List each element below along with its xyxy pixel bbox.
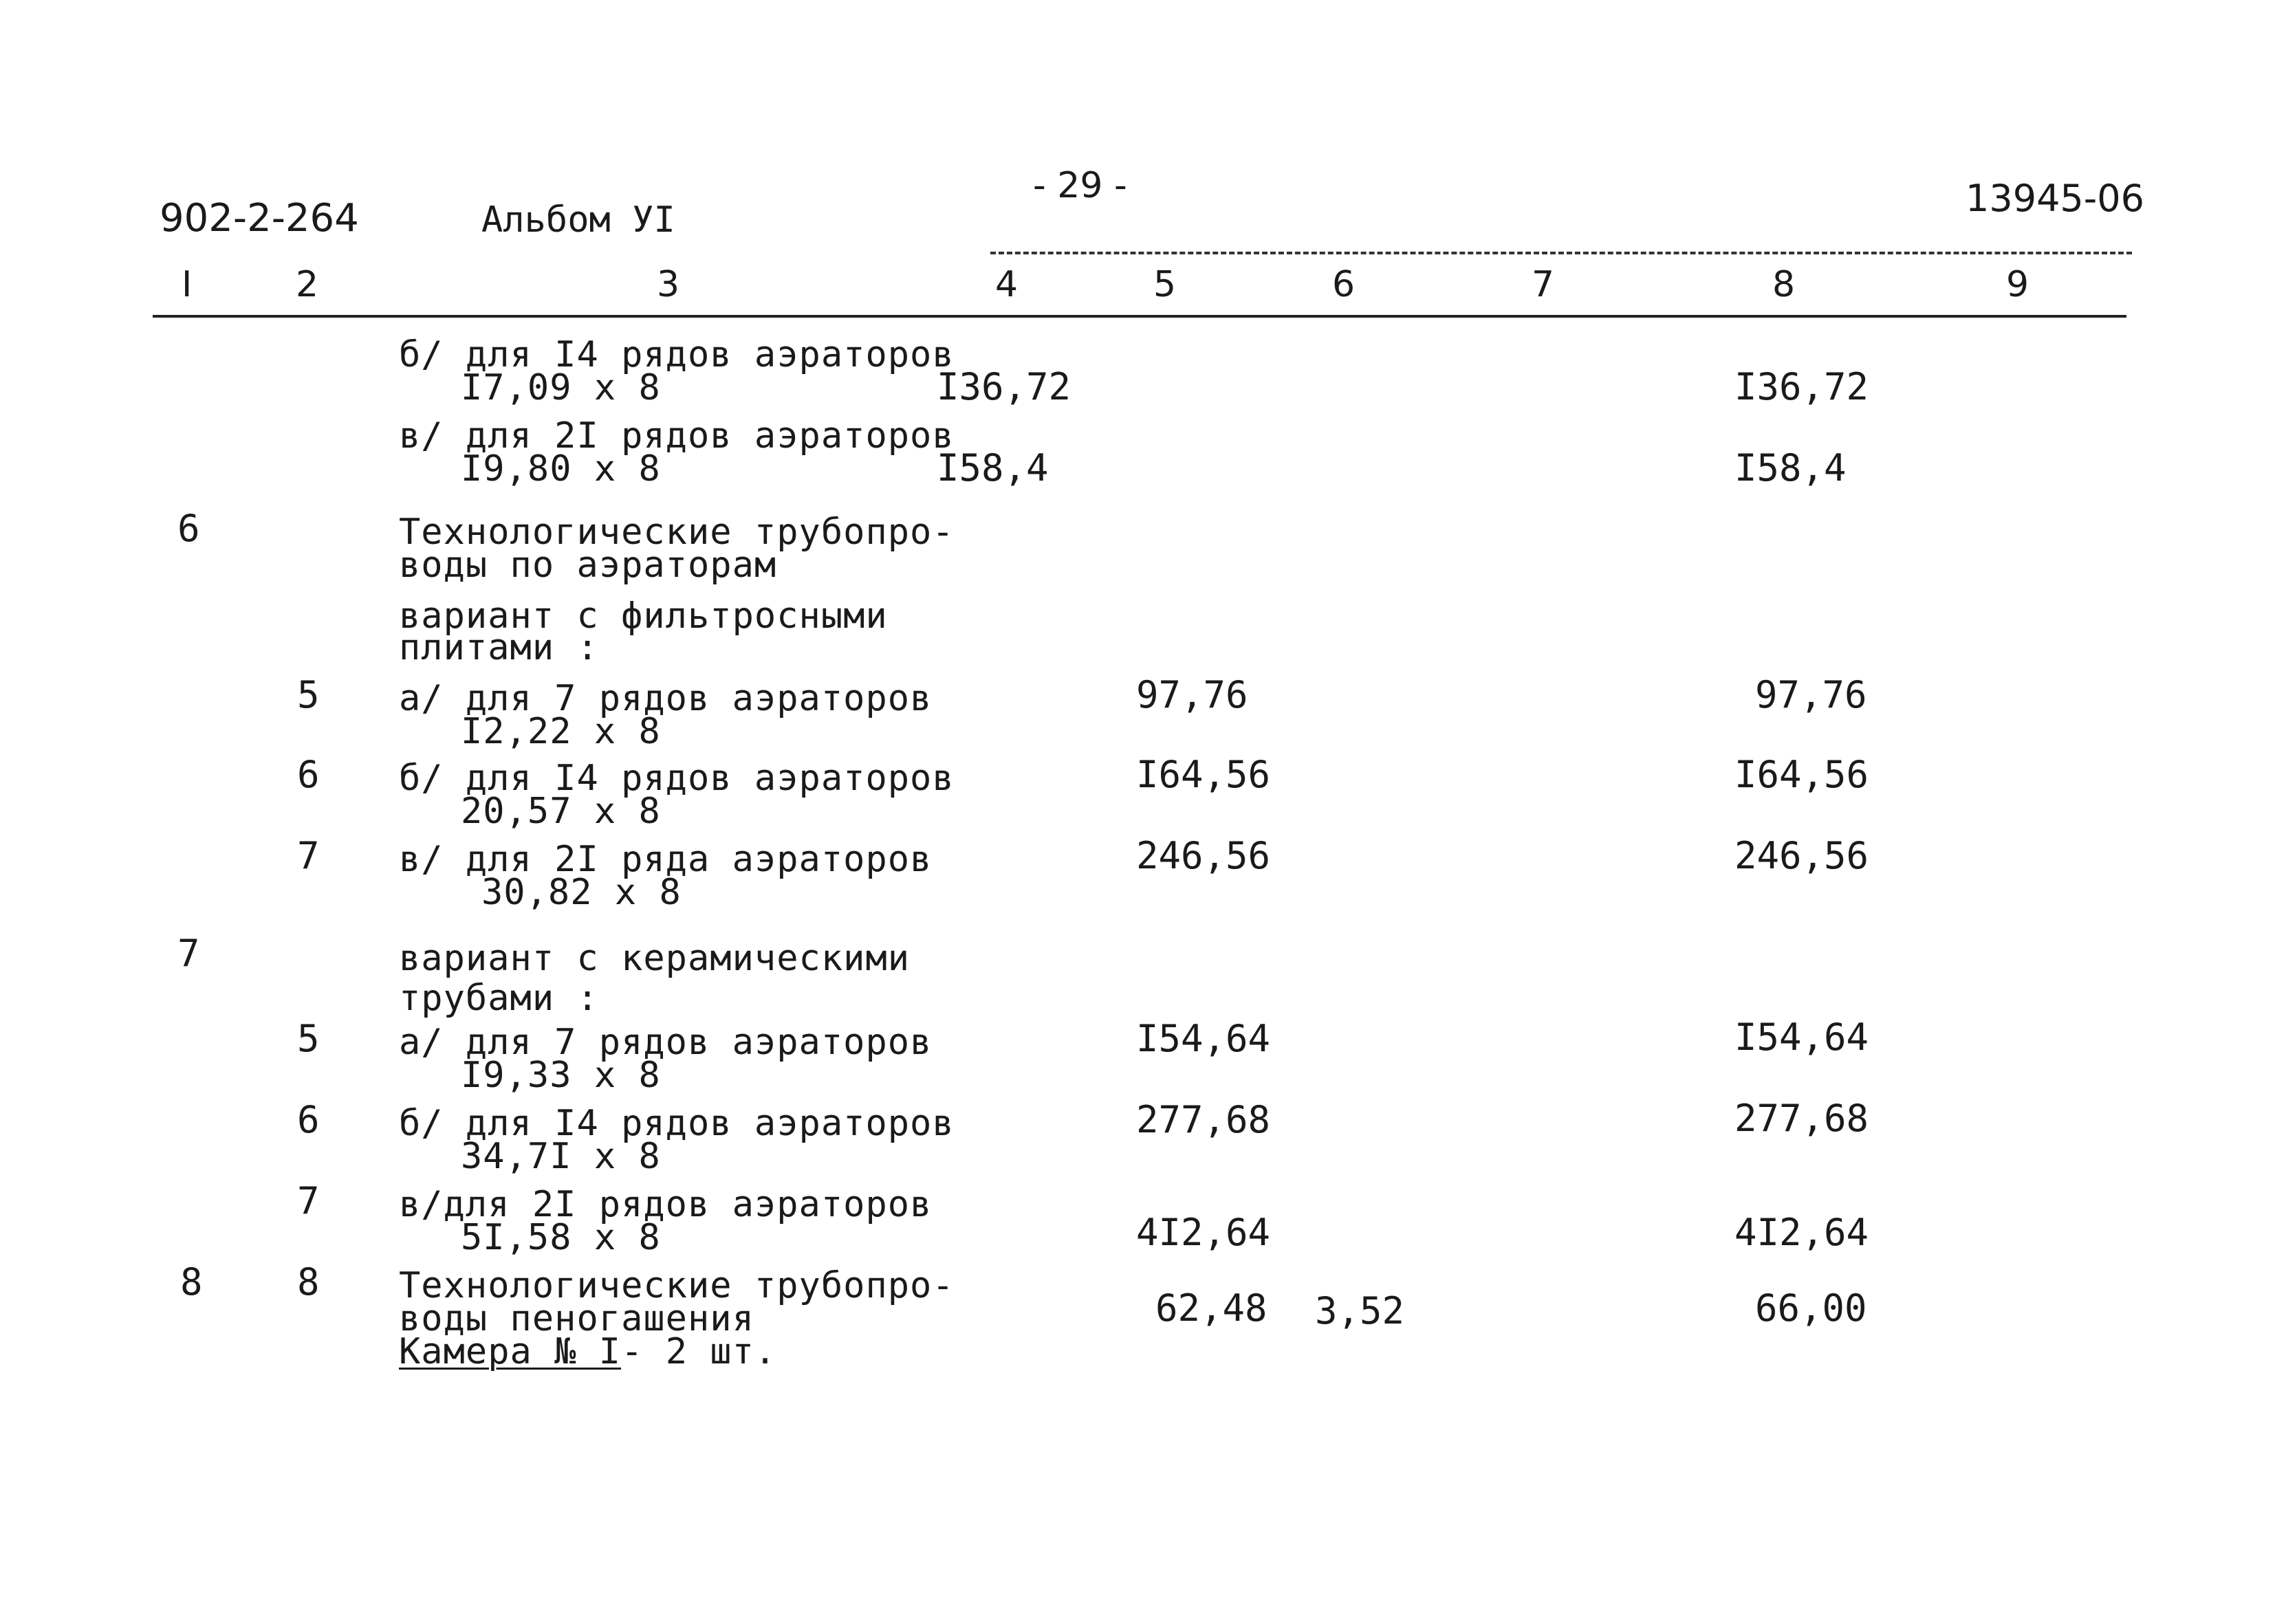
- cell-col5: 246,56: [1136, 834, 1271, 877]
- cell-col1: 8: [180, 1260, 203, 1304]
- column-header: 7: [1532, 264, 1555, 305]
- cell-col1: 7: [177, 932, 200, 975]
- document-code: 902-2-264: [160, 196, 359, 241]
- cell-col2: 5: [297, 1017, 320, 1060]
- column-header: 3: [657, 264, 680, 305]
- cell-col2: 7: [297, 1179, 320, 1222]
- row-description: а/ для 7 рядов аэраторов: [399, 678, 933, 719]
- row-description: вариант с фильтросными: [399, 595, 888, 637]
- column-header: 4: [995, 264, 1019, 305]
- cell-col5: 97,76: [1136, 673, 1248, 716]
- row-formula: I7,09 x 8: [461, 367, 661, 408]
- cell-col5: I54,64: [1136, 1017, 1271, 1060]
- cell-col8: 4I2,64: [1734, 1211, 1869, 1254]
- cell-col8: 277,68: [1734, 1097, 1869, 1140]
- cell-col2: 7: [297, 834, 320, 877]
- cell-col5: 277,68: [1136, 1098, 1271, 1141]
- stamp-number: 13945-06: [1966, 177, 2144, 220]
- cell-col2: 6: [297, 753, 320, 796]
- header-divider: [153, 315, 2126, 318]
- album-title: Альбом УI: [481, 199, 675, 241]
- cell-col8: 246,56: [1734, 834, 1869, 877]
- row-description: Технологические трубопро-: [399, 1265, 955, 1306]
- row-formula: 20,57 x 8: [461, 791, 661, 832]
- row-formula: I9,33 x 8: [461, 1055, 661, 1096]
- row-description-cont: воды пеногашения: [399, 1298, 754, 1339]
- cell-col4: I58,4: [937, 446, 1049, 490]
- column-header: 2: [296, 264, 319, 305]
- row-description: б/ для I4 рядов аэраторов: [399, 334, 955, 375]
- cell-col8: I58,4: [1734, 446, 1847, 490]
- cell-col5: 4I2,64: [1136, 1211, 1271, 1254]
- page-number: - 29 -: [1033, 165, 1127, 206]
- top-divider: [990, 252, 2132, 254]
- row-description: а/ для 7 рядов аэраторов: [399, 1022, 933, 1063]
- column-header: 6: [1332, 264, 1356, 305]
- row-formula: 5I,58 x 8: [461, 1217, 661, 1258]
- cell-col8: I64,56: [1734, 753, 1869, 796]
- cell-col4: I36,72: [937, 365, 1071, 408]
- cell-col5: I64,56: [1136, 753, 1271, 796]
- row-note: [399, 1331, 777, 1372]
- row-description: вариант с керамическими: [399, 938, 911, 979]
- column-header: I: [182, 264, 193, 305]
- camera-count: - 2 шт.: [621, 1331, 777, 1372]
- cell-col5: 62,48: [1155, 1286, 1267, 1330]
- row-description-cont: плитами :: [399, 627, 599, 668]
- row-description-cont: воды по аэраторам: [399, 545, 777, 586]
- cell-col8: I36,72: [1734, 365, 1869, 408]
- row-description: Технологические трубопро-: [399, 512, 955, 553]
- cell-col8: 66,00: [1755, 1286, 1867, 1330]
- column-header: 8: [1772, 264, 1796, 305]
- column-header: 5: [1153, 264, 1177, 305]
- cell-col8: 97,76: [1755, 673, 1867, 716]
- row-formula: I9,80 x 8: [461, 448, 661, 490]
- row-description: в/ для 2I рядов аэраторов: [399, 415, 955, 457]
- row-formula: 30,82 x 8: [481, 872, 682, 913]
- cell-col2: 5: [297, 673, 320, 716]
- cell-col2: 8: [297, 1260, 320, 1304]
- cell-col8: I54,64: [1734, 1016, 1869, 1059]
- row-description: б/ для I4 рядов аэраторов: [399, 1103, 955, 1144]
- row-description: б/ для I4 рядов аэраторов: [399, 758, 955, 799]
- row-description: в/для 2I рядов аэраторов: [399, 1184, 933, 1225]
- row-formula: I2,22 x 8: [461, 711, 661, 752]
- row-description: в/ для 2I ряда аэраторов: [399, 839, 933, 880]
- row-formula: 34,7I x 8: [461, 1136, 661, 1177]
- cell-col6: 3,52: [1315, 1289, 1405, 1332]
- camera-label: Камера № I: [399, 1331, 622, 1372]
- cell-col2: 6: [297, 1098, 320, 1141]
- cell-col1: 6: [177, 507, 200, 550]
- column-header: 9: [2006, 264, 2029, 305]
- row-description-cont: трубами :: [399, 978, 599, 1019]
